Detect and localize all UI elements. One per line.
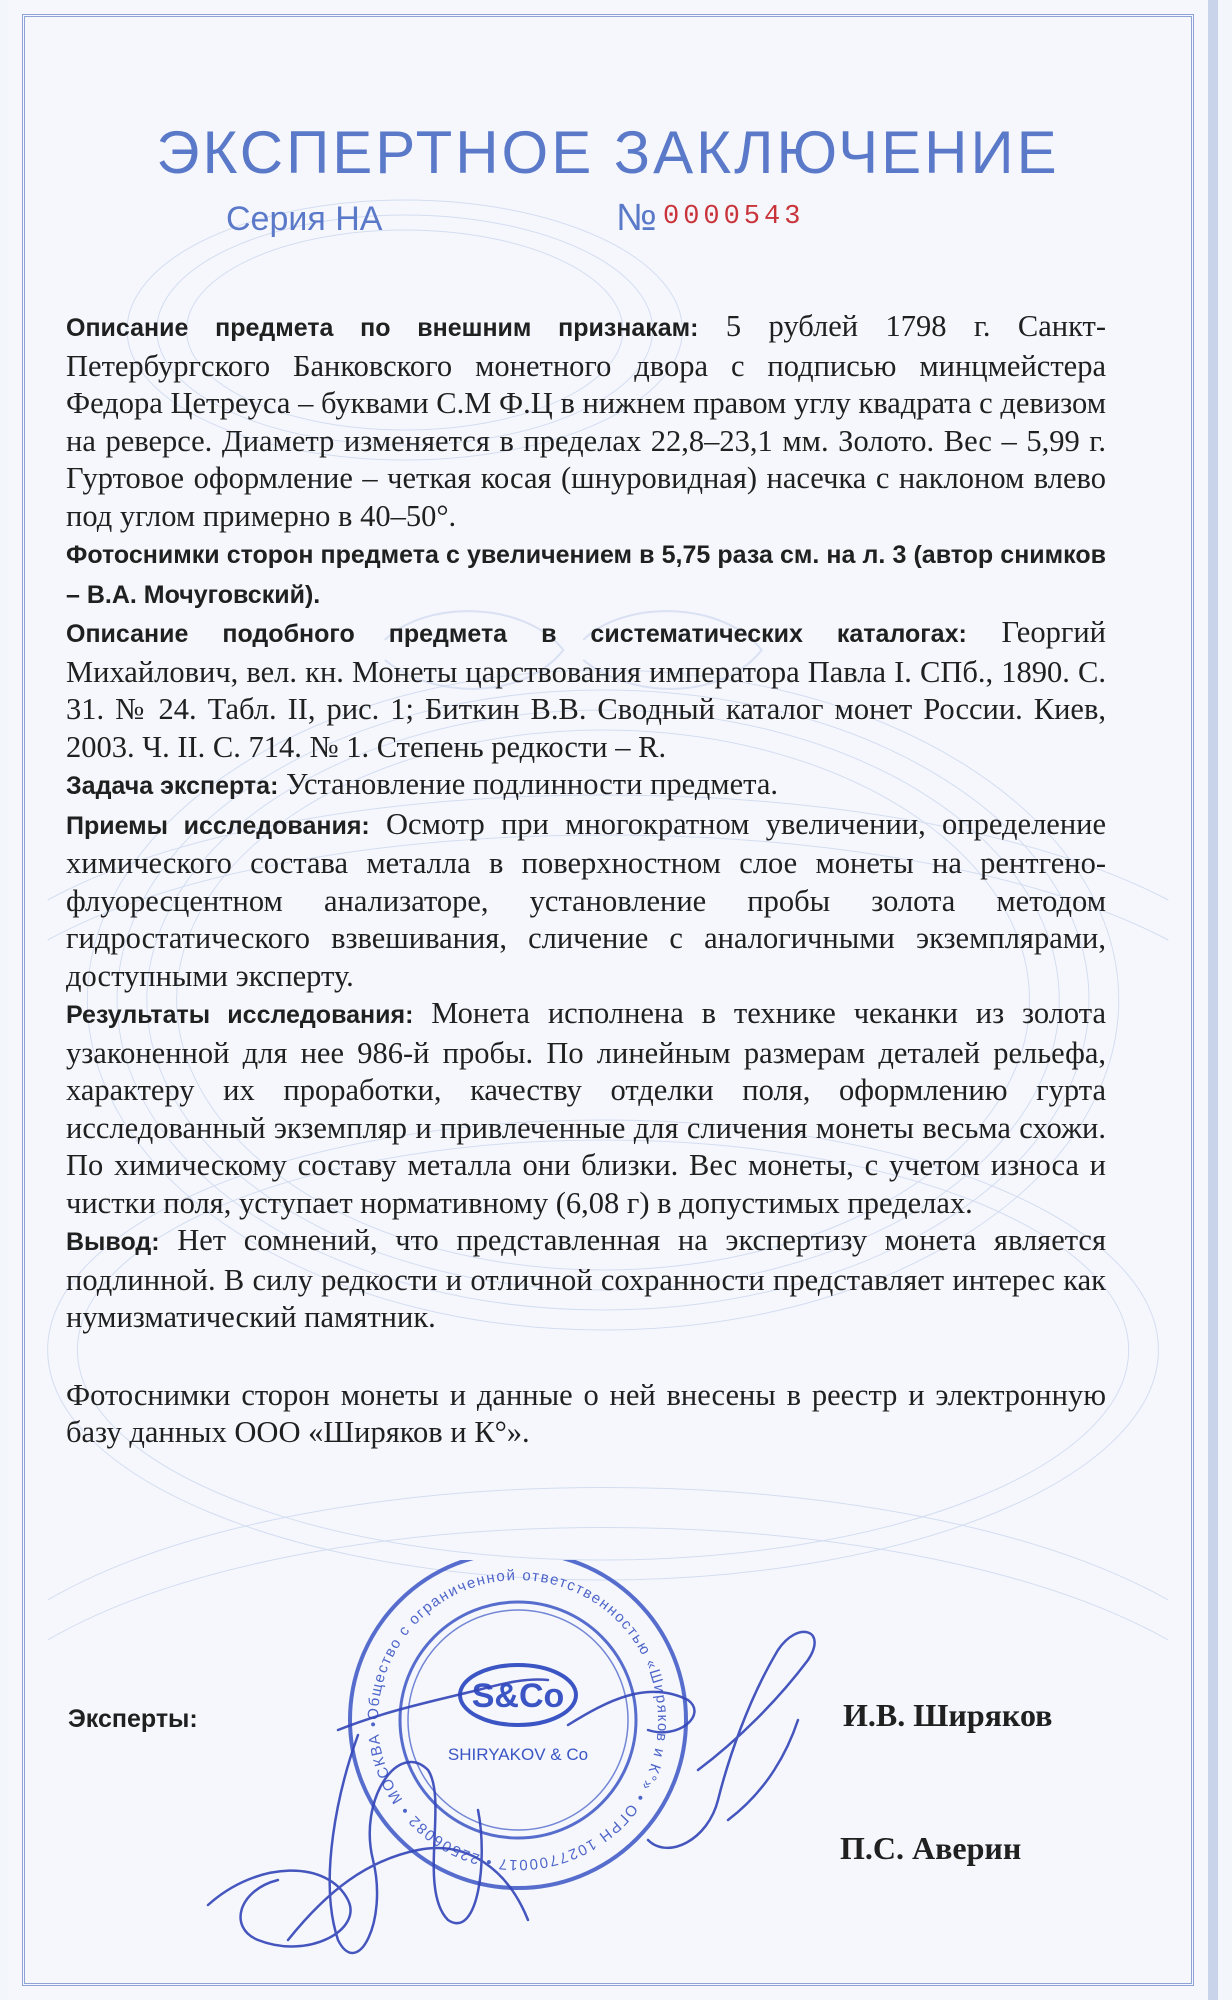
methods-paragraph [66, 806, 1106, 996]
number-label: № [616, 197, 657, 239]
task-heading: Задача эксперта: [66, 772, 279, 800]
methods-text: Осмотр при многократном увеличении, определение химического состава металла в поверхностном слое монеты на рентгено-флуоресцентном анализаторе, установление пробы золота методом гидростатического взвешивания, сличение с аналогичными экземплярами, доступными эксперту. [66, 806, 1107, 993]
registry-paragraph [66, 1377, 1106, 1452]
catalogs-paragraph [66, 614, 1106, 766]
methods-heading: Приемы исследования: [66, 811, 370, 840]
certificate-sheet [8, 0, 1218, 2000]
experts-label: Эксперты: [68, 1705, 198, 1733]
stamp-and-signatures [8, 1560, 1218, 2000]
certificate-body [66, 308, 1106, 1452]
official-stamp [350, 1560, 686, 1888]
catalogs-heading: Описание подобного предмета в систематических каталогах: [66, 620, 967, 648]
certificate-number: 0000543 [663, 202, 805, 232]
expert-1-name: И.В. Ширяков [843, 1697, 1053, 1733]
series-label: Серия НА [226, 200, 383, 238]
results-paragraph [66, 995, 1106, 1222]
photos-paragraph [66, 535, 1106, 614]
paragraph-gap [66, 1337, 1106, 1377]
stamp-ring-text: Общество с ограниченной ответственностью «Ширяков и К°» • ОГРН 1027700017 • 22506082 • МОСКВА • [364, 1566, 672, 1874]
svg-text:Общество с ограниченной ответс [365, 1567, 671, 1873]
conclusion-paragraph [66, 1222, 1106, 1337]
document-title: ЭКСПЕРТНОЕ ЗАКЛЮЧЕНИЕ [156, 119, 1060, 186]
results-text: Монета исполнена в технике чеканки из золота узаконенной для нее 986-й пробы. По линейным размерам деталей рельефа, характеру их проработки, качеству отделки поля, оформлению гурта исследованный экземпляр и привлеченные для сличения монеты весьма схожи. По химическому составу металла они близки. Вес монеты, с учетом износа и чистки поля, уступает нормативному (6,08 г) в допустимых пределах. [66, 996, 1107, 1220]
stamp-inner-text: SHIRYAKOV & Co [447, 1745, 589, 1764]
signature-area [8, 1560, 1208, 2000]
description-paragraph [66, 308, 1106, 535]
results-heading: Результаты исследования: [66, 1001, 414, 1029]
registry-text: Фотоснимки сторон монеты и данные о ней внесены в реестр и электронную базу данных ООО «Ширяков и К°». [66, 1377, 1106, 1449]
stamp-logo: S&Co [471, 1677, 565, 1715]
task-paragraph [66, 766, 1106, 806]
conclusion-text: Нет сомнений, что представленная на экспертизу монета является подлинной. В силу редкости и отличной сохранности представляет интерес как нумизматический памятник. [66, 1223, 1107, 1334]
photos-heading: Фотоснимки сторон предмета с увеличением в 5,75 раза см. на л. 3 (автор снимков – В.А. Мочуговский). [66, 541, 1106, 609]
task-text: Установление подлинности предмета. [286, 767, 779, 801]
expert-2-name: П.С. Аверин [840, 1830, 1022, 1866]
description-heading: Описание предмета по внешним признакам: [66, 314, 699, 342]
description-text: 5 рублей 1798 г. Санкт-Петербургского Банковского монетного двора с подписью минцмейстера Федора Цетреуса – буквами С.М Ф.Ц в нижнем правом углу квадрата с девизом на реверсе. Диаметр изменяется в пределах 22,8–23,1 мм. Золото. Вес – 5,99 г. Гуртовое оформление – четкая косая (шнуровидная) насечка с наклоном влево под углом примерно в 40–50°. [66, 309, 1107, 533]
conclusion-heading: Вывод: [66, 1228, 160, 1256]
catalogs-text: Георгий Михайлович, вел. кн. Монеты царствования императора Павла I. СПб., 1890. С. 31. № 24. Табл. II, рис. 1; Биткин В.В. Сводный каталог монет России. Киев, 2003. Ч. II. С. 714. № 1. Степень редкости – R. [66, 615, 1106, 764]
